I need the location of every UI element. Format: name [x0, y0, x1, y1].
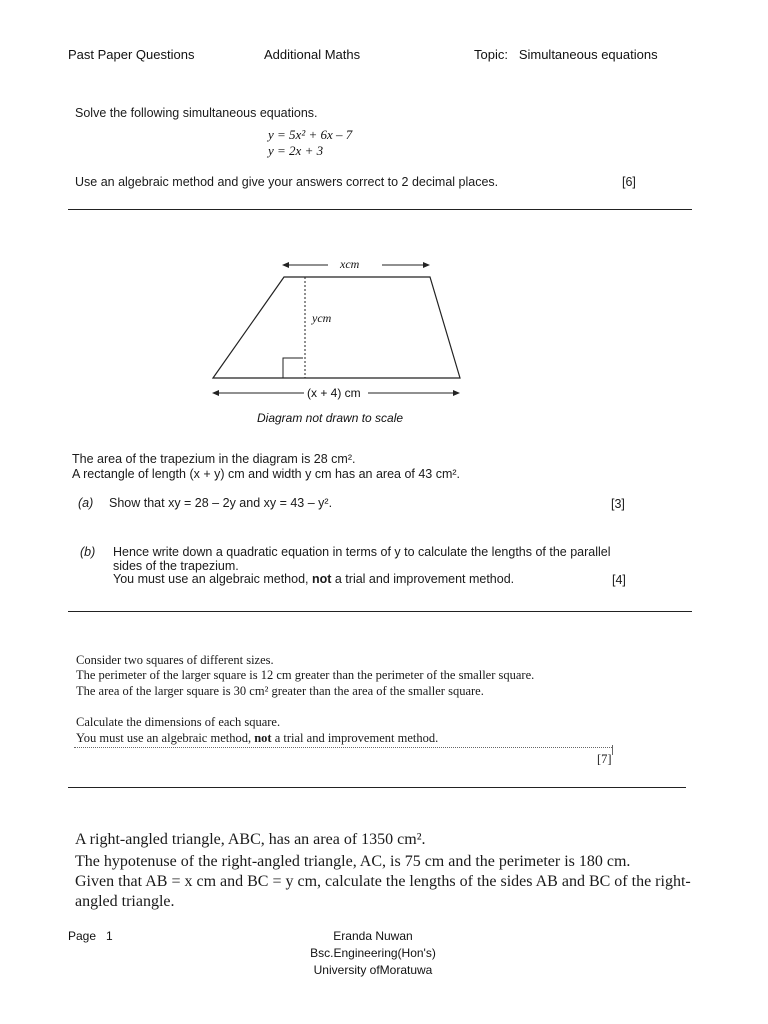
trapezium-shape: [213, 277, 460, 378]
q3-line-2: The perimeter of the larger square is 12 cm greater than the perimeter of the smaller square.: [76, 668, 535, 682]
diagram-caption: Diagram not drawn to scale: [257, 411, 404, 425]
q1-marks: [6]: [622, 175, 636, 189]
q2b-text-3-pre: You must use an algebraic method,: [113, 572, 312, 586]
q1-intro: Solve the following simultaneous equations.: [75, 106, 318, 120]
diagram-bottom-label: (x + 4) cm: [307, 386, 361, 400]
q4-line-2: The hypotenuse of the right-angled triangle, AC, is 75 cm and the perimeter is 180 cm.: [75, 853, 631, 870]
trapezium-diagram: [200, 252, 480, 432]
height-label-text: ycm: [312, 311, 332, 325]
q2b-marks: [4]: [612, 573, 626, 587]
q3-line-5: [76, 731, 438, 746]
bottom-arrowhead-left: [212, 390, 219, 396]
diagram-top-label: [340, 257, 359, 272]
q2b-text-1: Hence write down a quadratic equation in terms of y to calculate the lengths of the parallel: [113, 545, 611, 559]
q2a-text: Show that xy = 28 – 2y and xy = 43 – y².: [109, 496, 333, 510]
header-subject: Additional Maths: [264, 47, 361, 62]
header-left: Past Paper Questions: [68, 47, 195, 62]
header-topic: [474, 47, 658, 62]
q2b-text-3: [113, 572, 514, 586]
q4-line-3: Given that AB = x cm and BC = y cm, calculate the lengths of the sides AB and BC of the right-: [75, 873, 691, 890]
q2b-text-3-bold: not: [311, 572, 332, 586]
q3-line-1: Consider two squares of different sizes.: [76, 653, 274, 667]
q2b-text-3-post: a trial and improvement method.: [331, 572, 515, 586]
q2b-text-2: sides of the trapezium.: [113, 559, 239, 573]
right-angle-marker: [283, 358, 303, 378]
footer-author: Eranda Nuwan: [333, 929, 413, 943]
footer-page-number: 1: [106, 929, 113, 943]
q2b-label: (b): [80, 545, 96, 559]
divider-1: [68, 209, 692, 210]
q3-line-5-pre: You must use an algebraic method,: [76, 731, 255, 745]
q3-answer-line: [74, 747, 612, 748]
q4-line-1: A right-angled triangle, ABC, has an area of 1350 cm².: [75, 831, 426, 848]
q3-marks: [7]: [597, 752, 612, 766]
q3-line-3: The area of the larger square is 30 cm² greater than the area of the smaller square.: [76, 684, 484, 698]
q3-line-5-post: a trial and improvement method.: [271, 731, 439, 745]
divider-2: [68, 611, 692, 612]
q2a-marks: [3]: [611, 497, 625, 511]
bottom-arrowhead-right: [453, 390, 460, 396]
q3-line-4: Calculate the dimensions of each square.: [76, 715, 281, 729]
q3-line-5-bold: not: [254, 731, 272, 745]
footer-university: University ofMoratuwa: [313, 963, 433, 977]
divider-3: [68, 787, 686, 788]
top-arrowhead-left: [282, 262, 289, 268]
header-topic-value: Simultaneous equations: [518, 47, 658, 62]
q1-equation-1: y = 5x² + 6x – 7: [268, 127, 353, 142]
top-arrowhead-right: [423, 262, 430, 268]
q3-answer-tick: [612, 745, 613, 755]
header-topic-label: Topic:: [474, 47, 508, 62]
q2-line-2: A rectangle of length (x + y) cm and width y cm has an area of 43 cm².: [72, 467, 461, 481]
q1-instruction: Use an algebraic method and give your answers correct to 2 decimal places.: [75, 175, 499, 189]
top-label-text: xcm: [340, 257, 360, 271]
q4-line-4: angled triangle.: [75, 893, 175, 910]
footer-page-label: Page: [68, 929, 97, 943]
q2-line-1: The area of the trapezium in the diagram is 28 cm².: [72, 452, 356, 466]
footer-page: [68, 929, 113, 943]
q1-equation-2: y = 2x + 3: [268, 143, 324, 158]
q2a-label: (a): [78, 496, 94, 510]
footer-degree: Bsc.Engineering(Hon's): [310, 946, 436, 960]
diagram-height-label: [312, 311, 331, 326]
